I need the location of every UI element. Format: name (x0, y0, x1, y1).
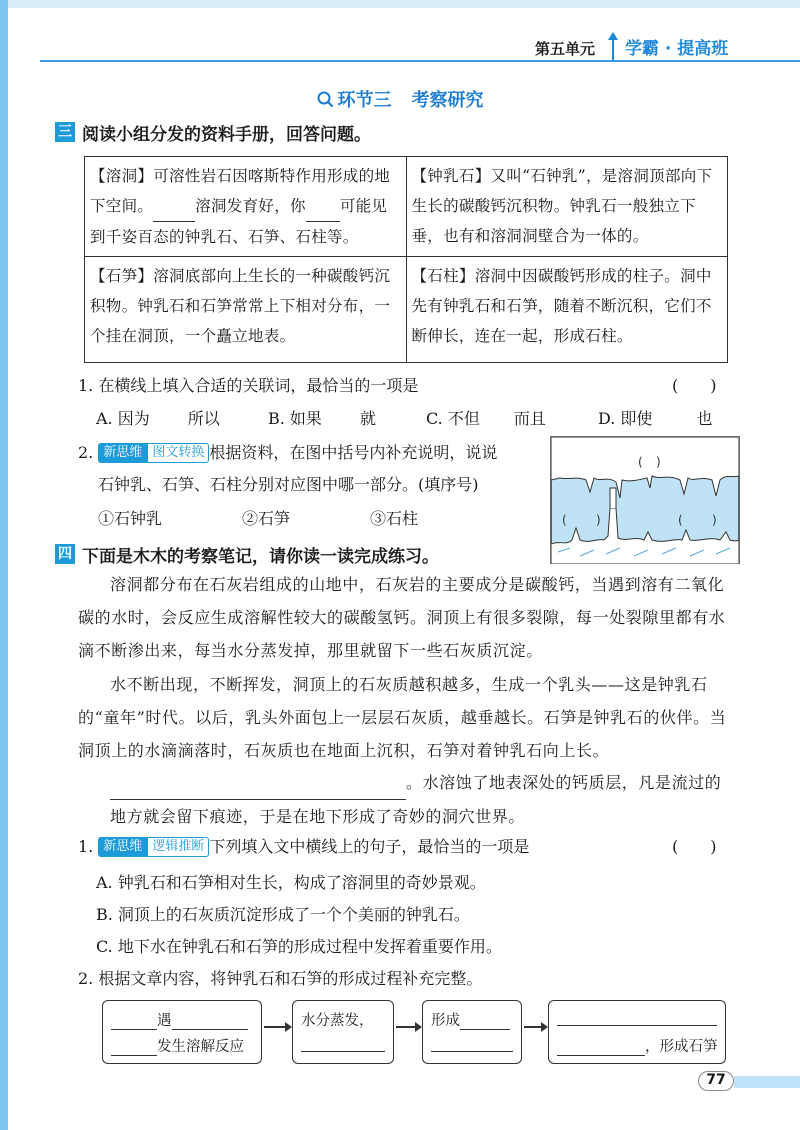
blank-1[interactable] (153, 191, 195, 222)
upward-arrow-icon (606, 30, 620, 60)
top-color-band (8, 0, 800, 8)
info-table (84, 156, 728, 363)
brand-name: 学霸 · 提高班 (625, 39, 729, 59)
flow-box-4: ，形成石笋 (548, 1000, 726, 1064)
option-c[interactable]: C. 不但 而且 (426, 409, 546, 428)
passage-paragraph-1: 溶洞都分布在石灰岩组成的山地中，石灰岩的主要成分是碳酸钙，当遇到溶有二氧化碳的水时，会反应生成溶解性较大的碳酸氢钙。洞顶上有很多裂隙，每一处裂隙里都有水滴不断渗出来，每当水分蒸发掉，那里就留下一些石灰质沉淀。 (78, 575, 726, 660)
section-title (0, 86, 800, 112)
q3-2-stem: 2. 新思维 图文转换 根据资料，在图中括号内补充说明，说说 (78, 443, 498, 462)
cell-stalactite: 【钟乳石】又叫“石钟乳”，是溶洞顶部向下生长的碳酸钙沉积物。钟乳石一般独立下垂，也有和溶洞洞壁合为一体的。 (406, 157, 728, 257)
fig-paren: ( (678, 513, 683, 527)
tag-image-text: 图文转换 (147, 443, 209, 463)
page-number: 77 (698, 1071, 734, 1091)
flow-box-1: 遇 发生溶解反应 (102, 1000, 262, 1064)
cell-karst-cave: 【溶洞】可溶性岩石因喀斯特作用形成的地下空间。 溶洞发育好，你 可能见到千姿百态的钟乳石、石笋、石柱等。 (85, 157, 407, 257)
q3-2-stem-cont: 石钟乳、石笋、石柱分别对应图中哪一部分。(填序号) (98, 475, 479, 494)
option-a[interactable]: A. 钟乳石和石笋相对生长，构成了溶洞里的奇妙景观。 (96, 873, 486, 892)
flow-blank[interactable] (431, 1035, 513, 1052)
cell-stalagmite: 【石笋】溶洞底部向上生长的一种碳酸钙沉积物。钟乳石和石笋常常上下相对分布，一个挂在洞顶，一个矗立地表。 (85, 257, 407, 363)
option-c[interactable]: C. 地下水在钟乳石和石笋的形成过程中发挥着重要作用。 (96, 937, 502, 956)
section-title-b: 考察研究 (411, 90, 484, 111)
fig-paren: ( (562, 513, 567, 527)
cell-column: 【石柱】溶洞中因碳酸钙形成的柱子。洞中先有钟乳石和石笋，随着不断沉积，它们不断伸长，连在一起，形成石柱。 (406, 257, 728, 363)
tag-new-thinking: 新思维 (98, 443, 147, 463)
q4-2-stem: 2. 根据文章内容，将钟乳石和石笋的形成过程补充完整。 (78, 969, 483, 988)
flow-box-3: 形成 (422, 1000, 522, 1064)
flow-blank[interactable] (111, 1013, 157, 1030)
passage-paragraph-3: 。水溶蚀了地表深处的钙质层，凡是流过的地方就会留下痕迹，于是在地下形成了奇妙的洞穴世界。 (78, 766, 730, 833)
passage-paragraph-2: 水不断出现，不断挥发，洞顶上的石灰质越积越多，生成一个乳头——这是钟乳石的“童年”时代。以后，乳头外面包上一层层石灰质，越垂越长。石笋是钟乳石的伙伴。当洞顶上的水滴滴落时，石灰质也在地面上沉积，石笋对着钟乳石向上长。 (78, 675, 727, 760)
flow-arrow (524, 1026, 546, 1028)
unit-label: 第五单元 (535, 40, 596, 58)
option-d[interactable]: D. 即使 也 (598, 409, 713, 428)
page-band (734, 1076, 800, 1088)
flow-box-2: 水分蒸发， (292, 1000, 394, 1064)
flow-blank[interactable] (301, 1035, 385, 1052)
q3-2-items: ①石钟乳 ②石笋 ③石柱 (98, 509, 419, 528)
question-4-title: 下面是木木的考察笔记，请你读一读完成练习。 (82, 547, 439, 567)
fig-paren: ) (596, 513, 601, 527)
question-badge-4: 四 (55, 544, 75, 564)
blank-2[interactable] (306, 191, 340, 222)
option-a[interactable]: A. 因为 所以 (96, 409, 220, 428)
answer-paren[interactable]: ( ) (672, 376, 717, 395)
section-title-a: 环节三 (337, 90, 392, 111)
q4-1-stem: 1. 新思维 逻辑推断 下列填入文中横线上的句子，最恰当的一项是 (78, 837, 530, 856)
fig-paren: ) (712, 513, 717, 527)
answer-paren[interactable]: ( ) (672, 837, 717, 856)
q3-1-stem: 1. 在横线上填入合适的关联词，最恰当的一项是 (78, 376, 419, 395)
tag-logic: 逻辑推断 (147, 837, 209, 857)
fig-paren: ( (638, 455, 643, 469)
header-divider (40, 60, 800, 62)
flow-blank[interactable] (557, 1039, 645, 1056)
passage-blank[interactable] (110, 766, 406, 800)
search-icon (317, 91, 334, 108)
flow-blank[interactable] (111, 1039, 157, 1056)
flow-blank[interactable] (557, 1009, 717, 1026)
question-3-title: 阅读小组分发的资料手册，回答问题。 (82, 125, 371, 145)
option-b[interactable]: B. 洞顶上的石灰质沉淀形成了一个个美丽的钟乳石。 (96, 905, 470, 924)
cave-illustration (550, 436, 740, 564)
flow-arrow (264, 1026, 290, 1028)
flow-arrow (396, 1026, 420, 1028)
tag-new-thinking: 新思维 (98, 837, 147, 857)
option-b[interactable]: B. 如果 就 (268, 409, 376, 428)
left-color-stripe (0, 0, 8, 1130)
question-badge-3: 三 (55, 122, 75, 142)
flow-blank[interactable] (172, 1013, 248, 1030)
fig-paren: ) (656, 455, 661, 469)
flow-blank[interactable] (460, 1013, 510, 1030)
